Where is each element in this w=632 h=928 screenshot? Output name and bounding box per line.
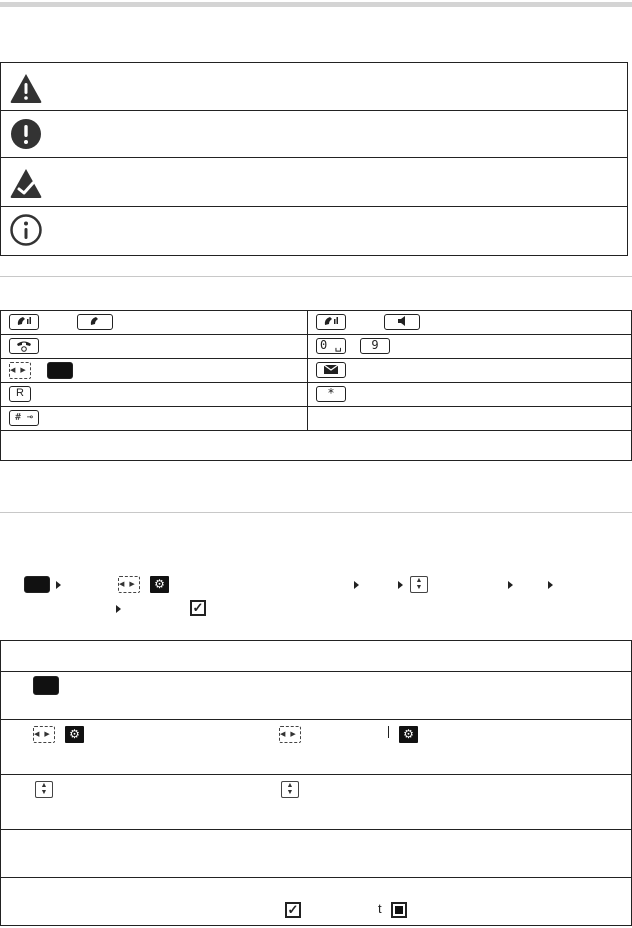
digit-zero-key: 0 ␣ [316, 338, 346, 354]
arrow-right-icon [56, 581, 61, 589]
arrow-right-icon [354, 581, 359, 589]
step-row-4 [1, 830, 631, 878]
nav-key-four-way-icon [118, 576, 140, 593]
separator-bar [388, 726, 389, 738]
display-key-icon [47, 362, 73, 379]
step-row-1 [1, 672, 631, 720]
nav-key-up-down-icon: ▲ ▼ [410, 576, 428, 593]
key-row-3 [1, 359, 631, 383]
checkbox-checked-icon: ✓ [190, 600, 206, 616]
settings-gear-icon: ⚙ [65, 726, 84, 743]
display-key-icon [33, 676, 59, 695]
header-bar [0, 2, 632, 7]
section-divider [0, 276, 632, 277]
nav-key-four-way-icon [279, 726, 301, 743]
check-triangle-icon [9, 166, 43, 200]
notice-row-important [1, 111, 627, 158]
settings-gear-icon: ⚙ [399, 726, 418, 743]
arrow-right-icon [508, 581, 513, 589]
nav-key-up-down-icon: ▲ ▼ [35, 781, 53, 798]
procedure-path [0, 566, 632, 622]
display-key-icon [24, 576, 50, 593]
notice-row-info [1, 207, 627, 255]
speaker-key-icon [384, 314, 420, 330]
key-row-5 [1, 407, 631, 431]
key-row-4 [1, 383, 631, 407]
end-call-key-icon [9, 338, 39, 354]
step-row-3 [1, 775, 631, 830]
hash-lock-key: # ⊸ [9, 410, 39, 426]
key-row-1 [1, 311, 631, 335]
handsfree-talk-key-icon [77, 314, 113, 330]
notice-table [0, 62, 628, 256]
notice-row-prerequisite [1, 158, 627, 207]
arrow-right-icon [398, 581, 403, 589]
nav-key-up-down-icon: ▲ ▼ [281, 781, 299, 798]
key-row-note [1, 431, 631, 460]
arrow-right-icon [548, 581, 553, 589]
recall-key: R [9, 386, 31, 402]
steps-header-row [1, 641, 631, 672]
key-table [0, 310, 632, 461]
settings-gear-icon: ⚙ [150, 576, 169, 593]
nav-key-four-way-icon [9, 362, 31, 379]
step-row-5 [1, 878, 631, 925]
star-key: * [316, 386, 346, 402]
info-circle-icon [9, 213, 43, 247]
step-t-label: t [378, 901, 382, 916]
key-row-2 [1, 335, 631, 359]
checkbox-unchecked-icon [391, 902, 407, 918]
nav-key-four-way-icon [33, 726, 55, 743]
checkbox-checked-icon: ✓ [285, 902, 301, 918]
digit-nine-key: 9 [360, 338, 390, 354]
exclamation-circle-icon [9, 117, 43, 151]
step-row-2 [1, 720, 631, 775]
message-key-icon [316, 362, 346, 378]
section-divider-2 [0, 512, 632, 513]
talk-key-icon-2 [316, 314, 346, 330]
arrow-right-icon [116, 605, 121, 613]
notice-row-warning [1, 63, 627, 111]
talk-key-icon [9, 314, 39, 330]
steps-table [0, 640, 632, 926]
warning-triangle-icon [9, 71, 43, 105]
